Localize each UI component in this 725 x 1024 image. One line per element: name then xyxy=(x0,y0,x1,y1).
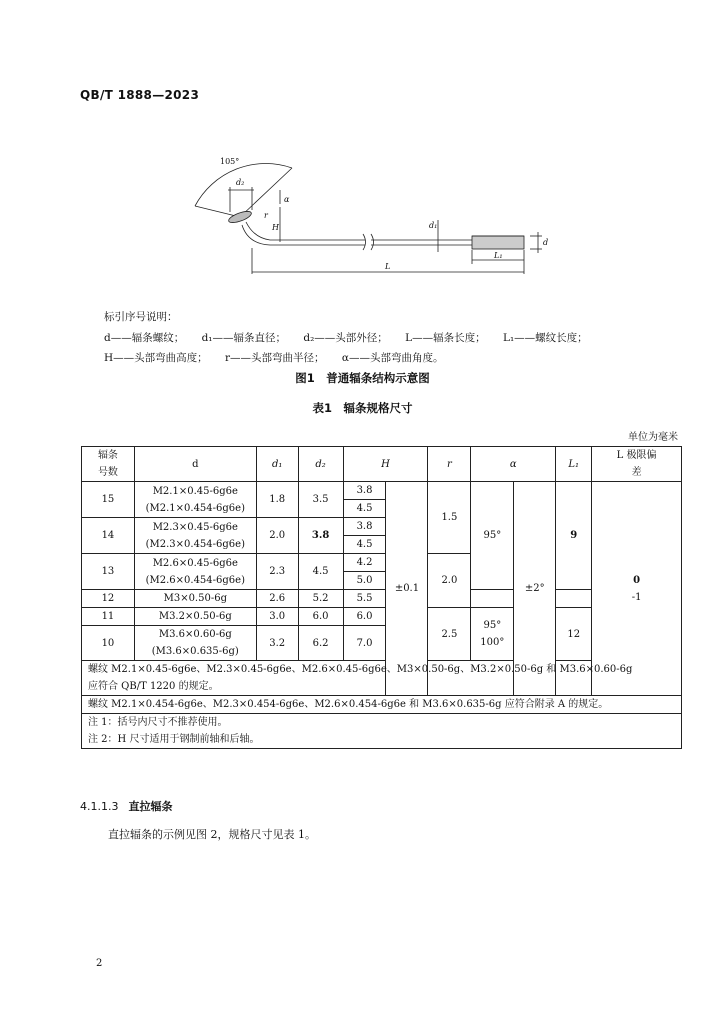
label-alpha: α xyxy=(284,195,290,204)
cell-alpha: 95° 100° xyxy=(471,608,514,661)
header-L-deviation: L 极限偏 差 xyxy=(592,447,682,482)
cell-H: 3.8 xyxy=(343,518,386,536)
body-paragraph: 直拉辐条的示例见图 2，规格尺寸见表 1。 xyxy=(108,828,316,841)
spoke-head xyxy=(227,209,252,225)
cell-r: 2.5 xyxy=(428,608,471,661)
label-d: d xyxy=(543,238,549,247)
legend-item: L——辐条长度； xyxy=(405,332,486,344)
unit-note: 单位为毫米 xyxy=(628,432,678,443)
section-heading xyxy=(80,798,172,814)
cell-d2: 6.0 xyxy=(298,608,343,626)
legend-item: L₁——螺纹长度； xyxy=(502,332,588,344)
cell-no: 14 xyxy=(82,518,135,554)
label-L1: L₁ xyxy=(494,251,503,260)
spoke-thread xyxy=(472,236,524,249)
section-title: 直拉辐条 xyxy=(128,800,173,813)
cell-d1: 3.0 xyxy=(256,608,298,626)
legend-item: H——头部弯曲高度； xyxy=(104,352,208,364)
spoke-bend xyxy=(246,222,365,240)
cell-d2: 3.8 xyxy=(298,518,343,554)
cell-r: 2.0 xyxy=(428,554,471,608)
cell-H: 4.5 xyxy=(343,500,386,518)
section-number: 4.1.1.3 xyxy=(80,800,119,813)
spoke-structure-diagram xyxy=(180,152,560,282)
cell-H: 3.8 xyxy=(343,482,386,500)
cell-thread: M2.3×0.45-6g6e (M2.3×0.454-6g6e) xyxy=(134,518,256,554)
cell-d1: 1.8 xyxy=(256,482,298,518)
cell-L1: 12 xyxy=(556,608,592,661)
cell-H: 5.0 xyxy=(343,572,386,590)
figure-caption: 图1 普通辐条结构示意图 xyxy=(295,371,430,385)
cell-thread: M3.2×0.50-6g xyxy=(134,608,256,626)
cell-no: 15 xyxy=(82,482,135,518)
label-L: L xyxy=(385,262,391,271)
cell-H: 7.0 xyxy=(343,626,386,661)
cell-d2: 5.2 xyxy=(298,590,343,608)
legend-item: d₁——辐条直径； xyxy=(201,332,287,344)
cell-no: 13 xyxy=(82,554,135,590)
cell-thread: M3.6×0.60-6g (M3.6×0.635-6g) xyxy=(134,626,256,661)
label-H: H xyxy=(272,223,279,232)
page-number: 2 xyxy=(96,958,103,969)
cell-alpha-tolerance: ±2° xyxy=(514,482,556,696)
table-row xyxy=(82,608,682,626)
header-r: r xyxy=(428,447,471,482)
header-d: d xyxy=(134,447,256,482)
angle-ray-right xyxy=(240,168,292,217)
cell-d2: 3.5 xyxy=(298,482,343,518)
header-L1: L₁ xyxy=(556,447,592,482)
table-note-row xyxy=(82,661,682,696)
legend-line-2 xyxy=(104,348,602,368)
cell-H: 4.2 xyxy=(343,554,386,572)
cell-H: 6.0 xyxy=(343,608,386,626)
header-d2: d₂ xyxy=(298,447,343,482)
header-d1: d₁ xyxy=(256,447,298,482)
cell-L-deviation: 0 -1 xyxy=(592,482,682,696)
cell-no: 12 xyxy=(82,590,135,608)
cell-no: 11 xyxy=(82,608,135,626)
note-thread-1: 螺纹 M2.1×0.45-6g6e、M2.3×0.45-6g6e、M2.6×0.45-6g6e、M3×0.50-6g、M3.2×0.50-6g 和 M3.6×0.60-6g 应符合 QB/T 1220 的规定。 xyxy=(82,661,682,696)
standard-code-header: QB/T 1888—2023 xyxy=(80,88,200,102)
cell-thread: M3×0.50-6g xyxy=(134,590,256,608)
cell-r: 1.5 xyxy=(428,482,471,554)
table-note-row xyxy=(82,696,682,714)
legend-item: d——辐条螺纹； xyxy=(104,332,185,344)
legend-item: r——头部弯曲半径； xyxy=(225,352,325,364)
note-1-2: 注 1：括号内尺寸不推荐使用。 注 2：H 尺寸适用于钢制前轴和后轴。 xyxy=(82,714,682,749)
label-r: r xyxy=(264,211,268,220)
cell-thread: M2.1×0.45-6g6e (M2.1×0.454-6g6e) xyxy=(134,482,256,518)
table-row xyxy=(82,482,682,500)
legend-item: α——头部弯曲角度。 xyxy=(341,352,444,364)
label-angle: 105° xyxy=(220,157,240,166)
header-spoke-no: 辐条 号数 xyxy=(82,447,135,482)
header-alpha: α xyxy=(471,447,556,482)
note-thread-2: 螺纹 M2.1×0.454-6g6e、M2.3×0.454-6g6e、M2.6×0.454-6g6e 和 M3.6×0.635-6g 应符合附录 A 的规定。 xyxy=(82,696,682,714)
label-d2: d₂ xyxy=(236,178,245,187)
cell-H: 5.5 xyxy=(343,590,386,608)
figure-legend xyxy=(104,307,602,368)
table-caption: 表1 辐条规格尺寸 xyxy=(312,401,413,415)
cell-d2: 6.2 xyxy=(298,626,343,661)
cell-H: 4.5 xyxy=(343,536,386,554)
label-d1: d₁ xyxy=(429,221,438,230)
cell-no: 10 xyxy=(82,626,135,661)
legend-title: 标引序号说明： xyxy=(104,311,178,323)
cell-d1: 2.3 xyxy=(256,554,298,590)
cell-d1: 2.0 xyxy=(256,518,298,554)
cell-d2: 4.5 xyxy=(298,554,343,590)
cell-alpha: 95° xyxy=(471,482,514,590)
cell-d1: 2.6 xyxy=(256,590,298,608)
legend-item: d₂——头部外径； xyxy=(303,332,388,344)
cell-H-tolerance: ±0.1 xyxy=(386,482,428,696)
cell-thread: M2.6×0.45-6g6e (M2.6×0.454-6g6e) xyxy=(134,554,256,590)
cell-d1: 3.2 xyxy=(256,626,298,661)
spoke-spec-table xyxy=(81,446,682,749)
legend-line-1 xyxy=(104,328,602,348)
table-note-row xyxy=(82,714,682,749)
cell-L1: 9 xyxy=(556,482,592,590)
header-H: H xyxy=(343,447,428,482)
